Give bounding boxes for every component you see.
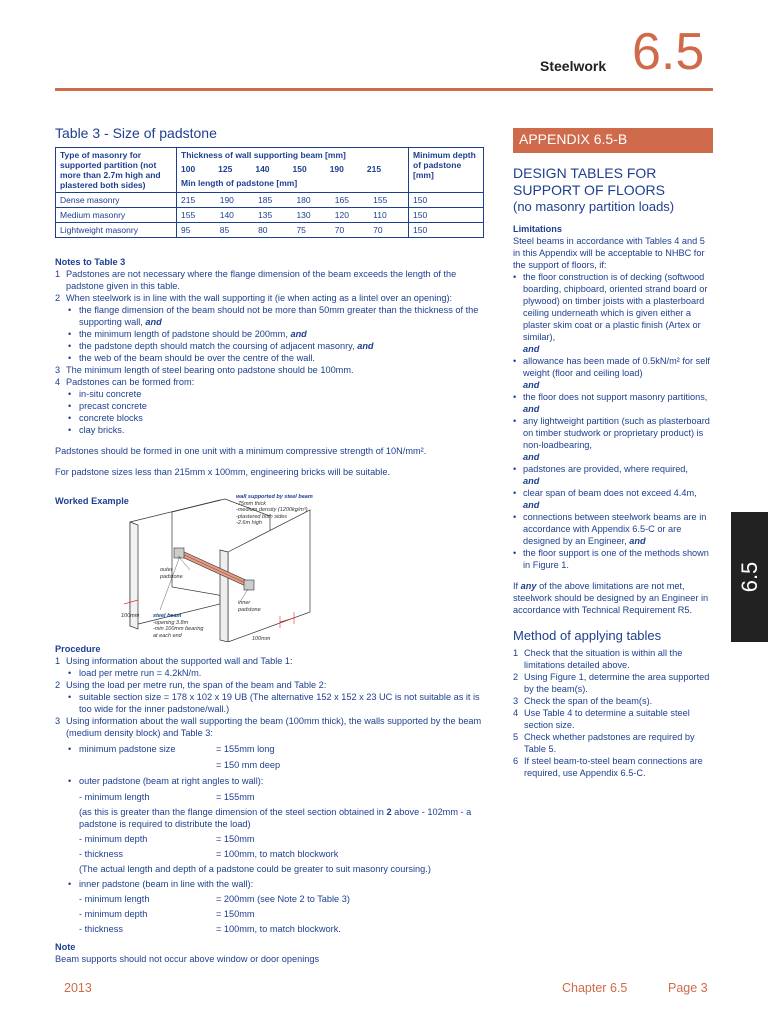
header-thickness: Thickness of wall supporting beam [mm] [177,148,409,163]
procedure-step-3: 3 Using information about the wall supporting the beam (100mm thick), the walls supported by the beam (medium density block) and Table 3: [55,716,482,738]
footer-chapter: Chapter 6.5 [562,981,628,995]
method-step: 6 If steel beam-to-steel beam connections are required, use Appendix 6.5-C. [513,756,703,778]
procedure-block [55,643,485,935]
min-padstone-depth [55,759,485,771]
header-masonry: Type of masonry for supported partition (not more than 2.7m high and plastered both sides) [56,148,177,193]
wall-spec: -2.6m high [236,520,262,526]
calc-value: = 200mm (see Note 2 to Table 3) [216,894,350,904]
limitation-item: • allowance has been made of 0.5kN/m² for self weight (floor and ceiling load) [513,356,710,378]
calc-label: minimum padstone size [79,744,176,754]
outer-min-depth [55,833,485,845]
appendix-column [513,128,713,779]
outer-label: outer [160,567,173,573]
limitation-text: any lightweight partition (such as plasterboard on timber studwork or proprietary product) is non-loadbearing, [523,416,710,450]
outer-label: padstone [160,573,183,580]
inner-padstone-heading: • inner padstone (beam in line with the wall): [68,879,254,889]
limitation-item: • connections between steelwork beams are in accordance with Appendix 6.5-C or are designed by an Engineer, and [513,512,707,546]
note-2c-text: the padstone depth should match the coursing of adjacent masonry, [79,341,355,351]
row-value: 70 [331,223,369,238]
limitation-item: • clear span of beam does not exceed 4.4m, and [513,488,697,510]
method-step-text: Use Table 4 to determine a suitable steel section size. [524,708,690,730]
min-padstone-size: • minimum padstone size = 155mm long [68,744,275,754]
method-step-text: Check that the situation is within all the limitations detailed above. [524,648,683,670]
row-value: 190 [216,193,254,208]
note-heading: Note [55,942,76,952]
row-value: 135 [254,208,292,223]
limitation-text: the floor construction is of decking (softwood boarding, chipboard, oriented strand board or plywood) on timber joists with a plasterboard ceiling underneath which is given either a plaster skim coat or a plastic finish (Artex or similar), [523,272,708,342]
note-2d-text: the web of the beam should be over the centre of the wall. [79,353,315,363]
header-rule [55,88,713,91]
procedure-step-2: 2 Using the load per metre run, the span of the beam and Table 2: [55,680,327,690]
calc-label: - minimum length [79,792,150,802]
actual-size-note: (The actual length and depth of a padstone could be greater to suit masonry coursing.) [79,864,431,874]
table-title: Table 3 - Size of padstone [55,125,217,141]
calc-label: - thickness [79,924,123,934]
method-step-text: Check the span of the beam(s). [524,696,653,706]
outer-note-post: above - 102mm - a padstone is required to distribute the load) [79,807,472,829]
thickness-190: 190 [329,164,344,175]
method-list [513,647,713,779]
procedure-step-2a: • suitable section size = 178 x 102 x 19 UB (The alternative 152 x 152 x 23 UC is not suitable as it is too wide for the inner padstone/wall.) [68,692,480,714]
limitation-text: allowance has been made of 0.5kN/m² for self weight (floor and ceiling load) [523,356,710,378]
row-value: 130 [292,208,330,223]
calc-value: = 100mm, to match blockwork [216,849,339,859]
outer-min-length [55,791,485,803]
limitation-item: • the floor does not support masonry partitions, and [513,392,708,414]
wall-spec: -medium density (1200kg/m³) [236,507,308,513]
calc-value: = 155mm long [216,744,275,754]
design-title-line: SUPPORT OF FLOORS [513,182,665,198]
step-3-text: Using information about the wall supporting the beam (100mm thick), the walls supported by the beam (medium density block) and Table 3: [66,716,482,738]
and-keyword: and [523,452,540,462]
step-2-text: Using the load per metre run, the span of the beam and Table 2: [66,680,327,690]
thickness-140: 140 [255,164,270,175]
appendix-banner: APPENDIX 6.5-B [513,128,713,153]
note-4-item-text: precast concrete [79,401,147,411]
outer-note-pre: (as this is greater than the flange dimension of the steel section obtained in [79,807,387,817]
method-step: 3 Check the span of the beam(s). [513,696,653,706]
outer-padstone-shape [174,548,184,558]
method-step: 2 Using Figure 1, determine the area supported by the beam(s). [513,672,710,694]
calc-value: = 150 mm deep [216,760,281,770]
inner-heading-text: inner padstone (beam in line with the wall): [79,879,254,889]
beam-label: steel beam [153,613,182,619]
note-4-item: • precast concrete [68,401,147,411]
limitations-footer [513,580,713,616]
worked-example-heading: Worked Example [55,496,129,506]
thickness-100: 100 [181,164,196,175]
calc-value: = 150mm [216,834,255,844]
beam-spec: -opening 3.8m [153,619,189,626]
note-3: 3 The minimum length of steel bearing onto padstone should be 100mm. [55,365,354,375]
inner-label: padstone [238,606,261,613]
row-value: 120 [331,208,369,223]
row-value: 140 [216,208,254,223]
limitation-text: padstones are provided, where required, [523,464,688,474]
footer-year: 2013 [64,981,92,995]
calc-label: - thickness [79,849,123,859]
calc-label: - minimum depth [79,909,148,919]
padstone-table [55,147,484,238]
beam-spec: -min 100mm bearing [153,626,204,632]
and-keyword: and [629,536,646,546]
if-pre: If [513,581,521,591]
note-2-text: When steelwork is in line with the wall supporting it (ie when acting as a lintel over an opening): [66,293,453,303]
row-value: 95 [177,223,216,238]
if-post: of the above limitations are not met, steelwork should be designed by an Engineer in accordance with Technical Requirement R5. [513,581,709,615]
row-value: 215 [177,193,216,208]
table-row [56,208,484,223]
thickness-header-block [177,162,409,192]
and-keyword: and [523,380,540,390]
notes-heading: Notes to Table 3 [55,257,126,267]
and-keyword: and [523,344,540,354]
note-4-item: • concrete blocks [68,413,143,423]
section-title: Steelwork [540,58,607,74]
limitation-text: the floor support is one of the methods shown in Figure 1. [523,548,709,570]
thickness-215: 215 [366,164,382,175]
limitation-item: • any lightweight partition (such as plasterboard on timber studwork or proprietary product) is non-loadbearing, [513,416,710,450]
note-1-text: Padstones are not necessary where the flange dimension of the beam exceeds the length of the padstone given in this table. [66,269,457,291]
note-3-text: The minimum length of steel bearing onto padstone should be 100mm. [66,365,354,375]
table-row [56,223,484,238]
method-step: 5 Check whether padstones are required by Table 5. [513,732,695,754]
limitation-item: • the floor support is one of the methods shown in Figure 1. [513,548,709,570]
note-4: 4 Padstones can be formed from: [55,377,195,387]
right-wall-edge [220,550,228,642]
outer-thickness [55,848,485,860]
thickness-125: 125 [218,164,233,175]
row-value: 80 [254,223,292,238]
calc-value: = 155mm [216,792,255,802]
notes-block [55,256,483,478]
row-value: 70 [369,223,408,238]
procedure-step-1a: • load per metre run = 4.2kN/m. [68,668,202,678]
limitation-text: connections between steelwork beams are in accordance with Appendix 6.5-C or are designed by an Engineer, [523,512,707,546]
limitations-intro: Steel beams in accordance with Tables 4 and 5 in this Appendix will be acceptable to NHBC for the support of floors, if: [513,236,705,270]
outer-padstone-label [160,567,183,580]
outer-padstone-heading: • outer padstone (beam at right angles to wall): [68,776,264,786]
limitation-item: • the floor construction is of decking (softwood boarding, chipboard, oriented strand board or plywood) on timber joists with a plasterboard ceiling underneath which is given either a plaster skim coat or a plastic finish (Artex or similar), [513,272,708,342]
step-2a-text: suitable section size = 178 x 102 x 19 UB (The alternative 152 x 152 x 23 UC is not suitable as it is too wide for the inner padstone/wall.) [79,692,480,714]
note-2a-text: the flange dimension of the beam should not be more than 50mm greater than the thickness of the supporting wall, [79,305,479,327]
row-value: 155 [369,193,408,208]
worked-example-diagram [110,492,350,642]
section-number: 6.5 [632,23,705,81]
row-depth: 150 [409,208,484,223]
note-2a: • the flange dimension of the beam should not be more than 50mm greater than the thickness of the supporting wall, and [68,305,479,327]
method-step: 1 Check that the situation is within all the limitations detailed above. [513,648,683,670]
and-keyword: and [523,476,540,486]
step-1a-text: load per metre run = 4.2kN/m. [79,668,202,678]
procedure-heading: Procedure [55,644,101,654]
beam-spec: at each end [153,632,182,639]
outer-note-ref: 2 [386,807,392,817]
calc-label: - minimum length [79,894,150,904]
header-min-length: Min length of padstone [mm] [181,178,298,189]
method-step-text: If steel beam-to-steel beam connections are required, use Appendix 6.5-C. [524,756,703,778]
steel-beam-label [153,613,203,639]
wall-spec: -plastered both sides [236,513,288,520]
padstone-strength-text: Padstones should be formed in one unit with a minimum compressive strength of 10N/mm². [55,446,427,456]
note-4-item: • in-situ concrete [68,389,142,399]
limitation-item: • padstones are provided, where required, [513,464,688,474]
wall-annotation [236,494,313,527]
calc-label: - minimum depth [79,834,148,844]
inner-label: inner [238,600,251,606]
note-4-item-text: clay bricks. [79,425,125,435]
inner-thickness [55,923,485,935]
note-2b-text: the minimum length of padstone should be 200mm, [79,329,288,339]
limitations-block [513,223,713,616]
and-keyword: and [357,341,374,351]
side-tab-label: 6.5 [737,561,762,593]
thickness-150: 150 [292,164,307,175]
wall-label: wall supported by steel beam [236,494,313,500]
step-1-text: Using information about the supported wall and Table 1: [66,656,293,666]
row-value: 85 [216,223,254,238]
wall-spec: -75mm thick [236,500,266,507]
procedure-step-1: 1 Using information about the supported wall and Table 1: [55,656,293,666]
limitations-heading: Limitations [513,224,563,234]
and-keyword: and [523,404,540,414]
dim-left: 100mm [121,613,140,619]
and-keyword: and [523,500,540,510]
calc-value: = 150mm [216,909,255,919]
row-depth: 150 [409,193,484,208]
note-1: 1 Padstones are not necessary where the flange dimension of the beam exceeds the length of the padstone given in this table. [55,269,457,291]
note-block [55,941,485,965]
footer-page: Page 3 [668,981,708,995]
outer-note [55,806,485,830]
note-4-item-text: in-situ concrete [79,389,142,399]
method-heading: Method of applying tables [513,628,662,643]
dim-right: 100mm [252,636,271,642]
row-depth: 150 [409,223,484,238]
method-step-text: Using Figure 1, determine the area supported by the beam(s). [524,672,710,694]
inner-min-length [55,893,485,905]
inner-padstone-label [238,600,261,613]
note-text: Beam supports should not occur above window or door openings [55,954,320,964]
note-2c: • the padstone depth should match the coursing of adjacent masonry, and [68,341,374,351]
design-tables-title [513,165,713,199]
row-value: 185 [254,193,292,208]
note-2d: • the web of the beam should be over the centre of the wall. [68,353,315,363]
chapter-side-tab [731,512,768,642]
row-type: Dense masonry [56,193,177,208]
note-2b: • the minimum length of padstone should be 200mm, and [68,329,307,339]
outer-heading-text: outer padstone (beam at right angles to wall): [79,776,264,786]
limitation-text: clear span of beam does not exceed 4.4m, [523,488,697,498]
if-any: any [520,581,537,591]
inner-padstone-shape [244,580,254,590]
inner-min-depth [55,908,485,920]
method-step: 4 Use Table 4 to determine a suitable steel section size. [513,708,690,730]
note-4-item: • clay bricks. [68,425,125,435]
and-keyword: and [290,329,307,339]
and-keyword: and [145,317,162,327]
limitation-text: the floor does not support masonry partitions, [523,392,708,402]
padstone-bricks-text: For padstone sizes less than 215mm x 100mm, engineering bricks will be suitable. [55,467,390,477]
calc-value: = 100mm, to match blockwork. [216,924,341,934]
design-tables-subtitle: (no masonry partition loads) [513,199,675,214]
note-2: 2 When steelwork is in line with the wall supporting it (ie when acting as a lintel over an opening): [55,293,453,303]
note-4-text: Padstones can be formed from: [66,377,195,387]
method-step-text: Check whether padstones are required by Table 5. [524,732,695,754]
note-4-item-text: concrete blocks [79,413,143,423]
design-title-line: DESIGN TABLES FOR [513,165,657,181]
table-row [56,193,484,208]
row-value: 155 [177,208,216,223]
row-type: Medium masonry [56,208,177,223]
row-value: 165 [331,193,369,208]
row-value: 110 [369,208,408,223]
row-value: 75 [292,223,330,238]
row-value: 180 [292,193,330,208]
header-min-depth: Minimum depth of padstone [mm] [409,148,484,193]
row-type: Lightweight masonry [56,223,177,238]
